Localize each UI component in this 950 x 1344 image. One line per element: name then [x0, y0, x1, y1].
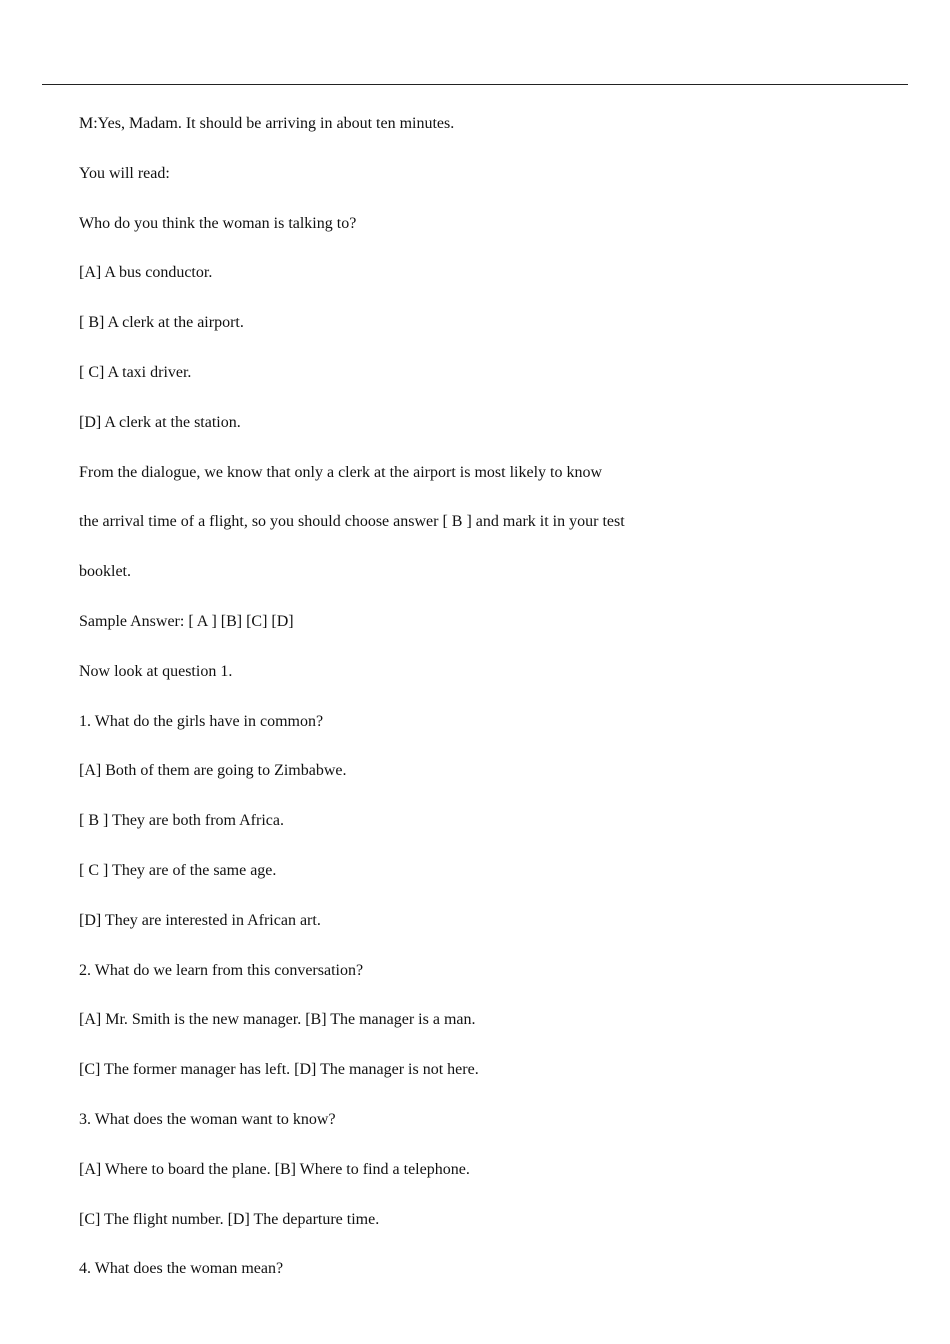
question-3: 3. What does the woman want to know? — [79, 1110, 336, 1128]
explanation-line: From the dialogue, we know that only a clerk at the airport is most likely to know — [79, 463, 603, 481]
question-1: 1. What do the girls have in common? — [79, 712, 324, 730]
header-rule — [42, 84, 908, 85]
option-line: [A] Mr. Smith is the new manager. [B] The manager is a man. — [79, 1011, 476, 1029]
option-line: [C] The former manager has left. [D] The manager is not here. — [79, 1061, 479, 1079]
explanation-line: booklet. — [79, 563, 131, 581]
option-line: [ B ] They are both from Africa. — [79, 812, 284, 830]
instruction-line: Now look at question 1. — [79, 662, 233, 680]
explanation-line: the arrival time of a flight, so you should choose answer [ B ] and mark it in your test — [79, 513, 625, 531]
instruction-line: You will read: — [79, 164, 170, 182]
option-line: [A] Where to board the plane. [B] Where to find a telephone. — [79, 1160, 470, 1178]
dialogue-line: M:Yes, Madam. It should be arriving in about ten minutes. — [79, 115, 455, 132]
option-line: [A] A bus conductor. — [79, 264, 213, 282]
option-line: [D] A clerk at the station. — [79, 413, 241, 431]
option-line: [C] The flight number. [D] The departure time. — [79, 1210, 380, 1228]
option-line: [A] Both of them are going to Zimbabwe. — [79, 762, 347, 780]
question-4: 4. What does the woman mean? — [79, 1260, 284, 1278]
option-line: [ C] A taxi driver. — [79, 363, 192, 381]
sample-question: Who do you think the woman is talking to? — [79, 214, 357, 232]
option-line: [D] They are interested in African art. — [79, 911, 321, 929]
option-line: [ B] A clerk at the airport. — [79, 314, 244, 332]
question-2: 2. What do we learn from this conversation? — [79, 961, 364, 979]
document-body — [79, 114, 899, 1309]
sample-answer: Sample Answer: [ A ] [B] [C] [D] — [79, 612, 294, 630]
option-line: [ C ] They are of the same age. — [79, 861, 277, 879]
